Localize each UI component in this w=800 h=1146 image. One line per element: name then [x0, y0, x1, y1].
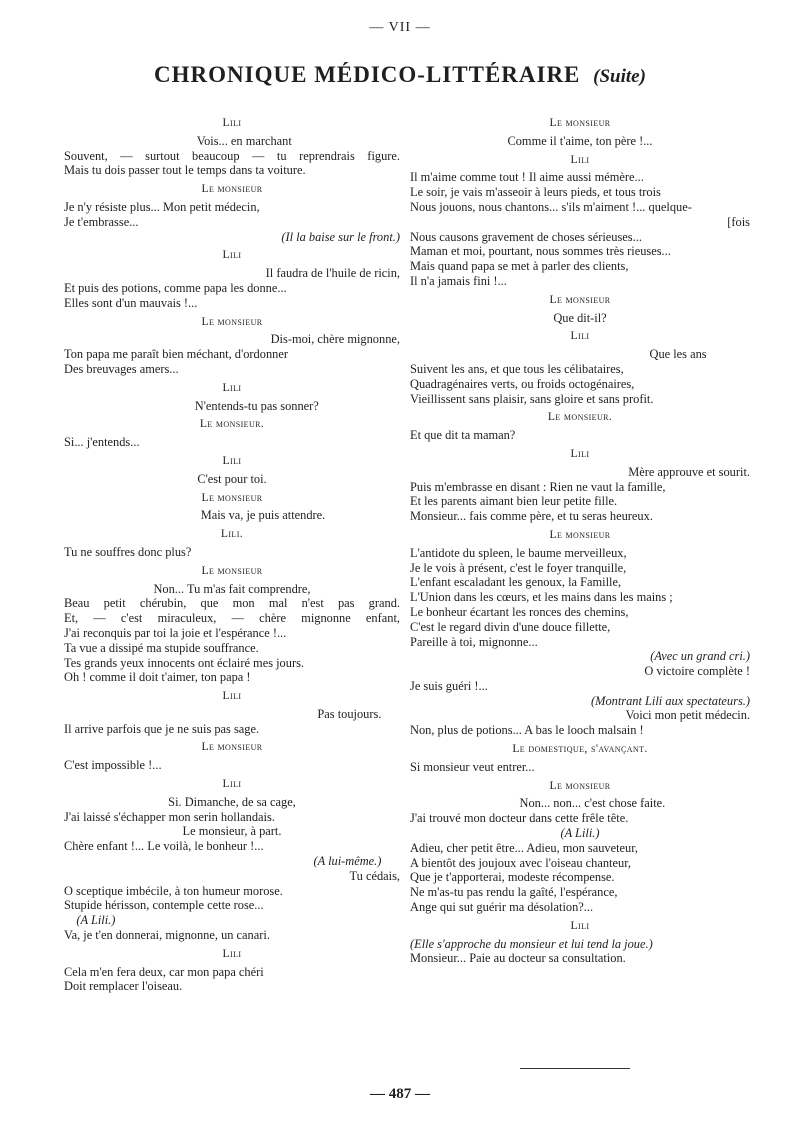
verse-line: J'ai reconquis par toi la joie et l'espérance !...	[64, 625, 287, 640]
verse-line: Comme il t'aime, ton père !...	[507, 133, 653, 148]
speaker-name: Le monsieur	[549, 292, 611, 306]
title-suffix: (Suite)	[593, 66, 646, 87]
verse-line: Je suis guéri !...	[410, 678, 488, 693]
speaker-name: Le monsieur	[201, 740, 263, 754]
verse-line: Pareille à toi, mignonne...	[410, 634, 538, 649]
speaker-name: Lili	[570, 446, 590, 460]
title-text: CHRONIQUE MÉDICO-LITTÉRAIRE	[154, 62, 581, 87]
verse-line: Oh ! comme il doit t'aimer, ton papa !	[64, 670, 251, 685]
verse-line: Et puis des potions, comme papa les donne...	[64, 280, 287, 295]
verse-line: O sceptique imbécile, à ton humeur morose.	[64, 883, 283, 898]
verse-line: Adieu, cher petit être... Adieu, mon sauveteur,	[410, 840, 638, 855]
verse-line: N'entends-tu pas sonner?	[145, 398, 319, 413]
verse-line: C'est pour toi.	[197, 471, 267, 486]
verse-line: Va, je t'en donnerai, mignonne, un canari.	[64, 928, 270, 943]
verse-line: Et les parents aimant bien leur petite fille.	[410, 494, 618, 509]
speaker-name: Lili	[222, 453, 242, 467]
stage-direction: (Avec un grand cri.)	[650, 649, 750, 664]
verse-line: Il faudra de l'huile de ricin,	[265, 266, 400, 281]
verse-line: Et, — c'est miraculeux, — chère mignonne enfant,	[64, 611, 400, 626]
verse-line: Dis-moi, chère mignonne,	[270, 332, 400, 347]
verse-line: Je t'embrasse...	[64, 214, 139, 229]
speaker-name: Lili	[222, 777, 242, 791]
verse-line: L'Union dans les cœurs, et les mains dans les mains ;	[410, 590, 673, 605]
verse-line: Nous jouons, nous chantons... s'ils m'aiment !... quelque-	[410, 199, 692, 214]
speaker-name: Le monsieur.	[199, 417, 265, 431]
verse-line: O victoire complète !	[644, 664, 750, 679]
verse-line: Pas toujours.	[317, 706, 400, 721]
verse-line: Que je t'apporterai, modeste récompense.	[410, 870, 615, 885]
verse-line: Et que dit ta maman?	[410, 428, 516, 443]
verse-line: Je n'y résiste plus... Mon petit médecin,	[64, 199, 260, 214]
verse-line: Mais tu dois passer tout le temps dans ta voiture.	[64, 163, 306, 178]
verse-line: J'ai trouvé mon docteur dans cette frêle tête.	[410, 811, 629, 826]
verse-line: Stupide hérisson, contemple cette rose...	[64, 898, 264, 913]
verse-line: Quadragénaires verts, ou froids octogénaires,	[410, 376, 635, 391]
verse-line: Le soir, je vais m'asseoir à leurs pieds, et tous trois	[410, 185, 661, 200]
verse-line: Mais va, je puis attendre.	[138, 508, 326, 523]
verse-line: J'ai laissé s'échapper mon serin hollandais.	[64, 809, 275, 824]
verse-line: Monsieur... Paie au docteur sa consultation.	[410, 951, 626, 966]
left-column	[64, 112, 400, 994]
verse-line: Ta vue a dissipé ma stupide souffrance.	[64, 640, 259, 655]
speaker-name: Le domestique, s'avançant.	[512, 742, 648, 756]
speaker-name: Lili	[570, 329, 590, 343]
speaker-name: Lili	[570, 152, 590, 166]
verse-line: Vois... en marchant	[172, 133, 292, 148]
speaker-name: Le monsieur	[201, 563, 263, 577]
verse-line: Doit remplacer l'oiseau.	[64, 979, 183, 994]
verse-line: Elles sont d'un mauvais !...	[64, 295, 198, 310]
stage-direction: (A lui-même.)	[313, 854, 400, 869]
verse-line: Tu ne souffres donc plus?	[64, 544, 192, 559]
verse-line: Voici mon petit médecin.	[625, 708, 750, 723]
verse-line: Non... Tu m'as fait comprendre,	[153, 581, 311, 596]
verse-line: C'est le regard divin d'une douce fillette,	[410, 619, 611, 634]
verse-line: Chère enfant !... Le voilà, le bonheur !...	[64, 839, 264, 854]
verse-line: Il arrive parfois que je ne suis pas sage.	[64, 721, 260, 736]
verse-line: Puis m'embrasse en disant : Rien ne vaut la famille,	[410, 479, 666, 494]
verse-line: L'enfant escaladant les genoux, la Famille,	[410, 575, 622, 590]
speaker-name: Lili	[570, 918, 590, 932]
verse-line: Souvent, — surtout beaucoup — tu reprendrais figure.	[64, 148, 400, 163]
verse-line: Monsieur... fais comme père, et tu seras heureux.	[410, 509, 653, 524]
speaker-name: Le monsieur	[201, 490, 263, 504]
verse-line: Des breuvages amers...	[64, 361, 179, 376]
verse-line: Ange qui sut guérir ma désolation?...	[410, 900, 594, 915]
verse-line: Le monsieur, à part.	[182, 824, 282, 839]
right-column	[410, 112, 750, 966]
verse-line: Je le vois à présent, c'est le foyer tranquille,	[410, 560, 627, 575]
verse-line: Cela m'en fera deux, car mon papa chéri	[64, 964, 264, 979]
stage-direction: (Montrant Lili aux spectateurs.)	[591, 693, 750, 708]
verse-line: [fois	[727, 214, 750, 229]
verse-line: Nous causons gravement de choses sérieuses...	[410, 229, 642, 244]
verse-line: Si. Dimanche, de sa cage,	[168, 794, 296, 809]
page-number: — 487 —	[370, 1086, 430, 1102]
speaker-name: Le monsieur.	[547, 410, 613, 424]
speaker-name: Le monsieur	[201, 182, 263, 196]
verse-line: Que dit-il?	[553, 310, 607, 325]
verse-line: Non, plus de potions... A bas le looch malsain !	[410, 723, 644, 738]
speaker-name: Le monsieur	[201, 314, 263, 328]
speaker-name: Le monsieur	[549, 778, 611, 792]
verse-line: Beau petit chérubin, que mon mal n'est pas grand.	[64, 596, 400, 611]
page-title	[0, 62, 800, 88]
verse-line: Si monsieur veut entrer...	[410, 759, 535, 774]
stage-direction: (A Lili.)	[64, 913, 116, 928]
stage-direction: (Il la baise sur le front.)	[281, 229, 400, 244]
stage-direction: (A Lili.)	[560, 826, 600, 841]
speaker-name: Le monsieur	[549, 527, 611, 541]
verse-line: C'est impossible !...	[64, 758, 162, 773]
speaker-name: Lili	[222, 689, 242, 703]
verse-line: Tes grands yeux innocents ont éclairé mes jours.	[64, 655, 304, 670]
verse-line: L'antidote du spleen, le baume merveilleux,	[410, 545, 627, 560]
verse-line: A bientôt des joujoux avec l'oiseau chanteur,	[410, 855, 631, 870]
verse-line: Que les ans	[649, 347, 750, 362]
speaker-name: Le monsieur	[549, 116, 611, 129]
verse-line: Non... non... c'est chose faite.	[494, 796, 666, 811]
speaker-name: Lili	[222, 946, 242, 960]
verse-line: Mère approuve et sourit.	[628, 464, 750, 479]
speaker-name: Lili	[222, 248, 242, 262]
verse-line: Si... j'entends...	[64, 435, 140, 450]
verse-line: Il m'aime comme tout ! Il aime aussi mémère...	[410, 170, 644, 185]
verse-line: Ton papa me paraît bien méchant, d'ordonner	[64, 347, 288, 362]
verse-line: Il n'a jamais fini !...	[410, 273, 507, 288]
verse-line: Maman et moi, pourtant, nous sommes très rieuses...	[410, 244, 671, 259]
running-head: — VII —	[369, 20, 431, 35]
speaker-name: Lili	[222, 116, 242, 129]
verse-line: Suivent les ans, et que tous les célibataires,	[410, 361, 624, 376]
verse-line: Le bonheur écartant les ronces des chemins,	[410, 604, 629, 619]
verse-line: Tu cédais,	[349, 868, 400, 883]
verse-line: Vieillissent sans plaisir, sans gloire et sans profit.	[410, 391, 654, 406]
end-rule	[520, 1068, 630, 1069]
verse-line: Mais quand papa se met à parler des clients,	[410, 259, 629, 274]
stage-direction: (Elle s'approche du monsieur et lui tend la joue.)	[410, 936, 653, 951]
speaker-name: Lili	[222, 380, 242, 394]
speaker-name: Lili.	[220, 527, 244, 541]
verse-line: Ne m'as-tu pas rendu la gaîté, l'espérance,	[410, 885, 618, 900]
